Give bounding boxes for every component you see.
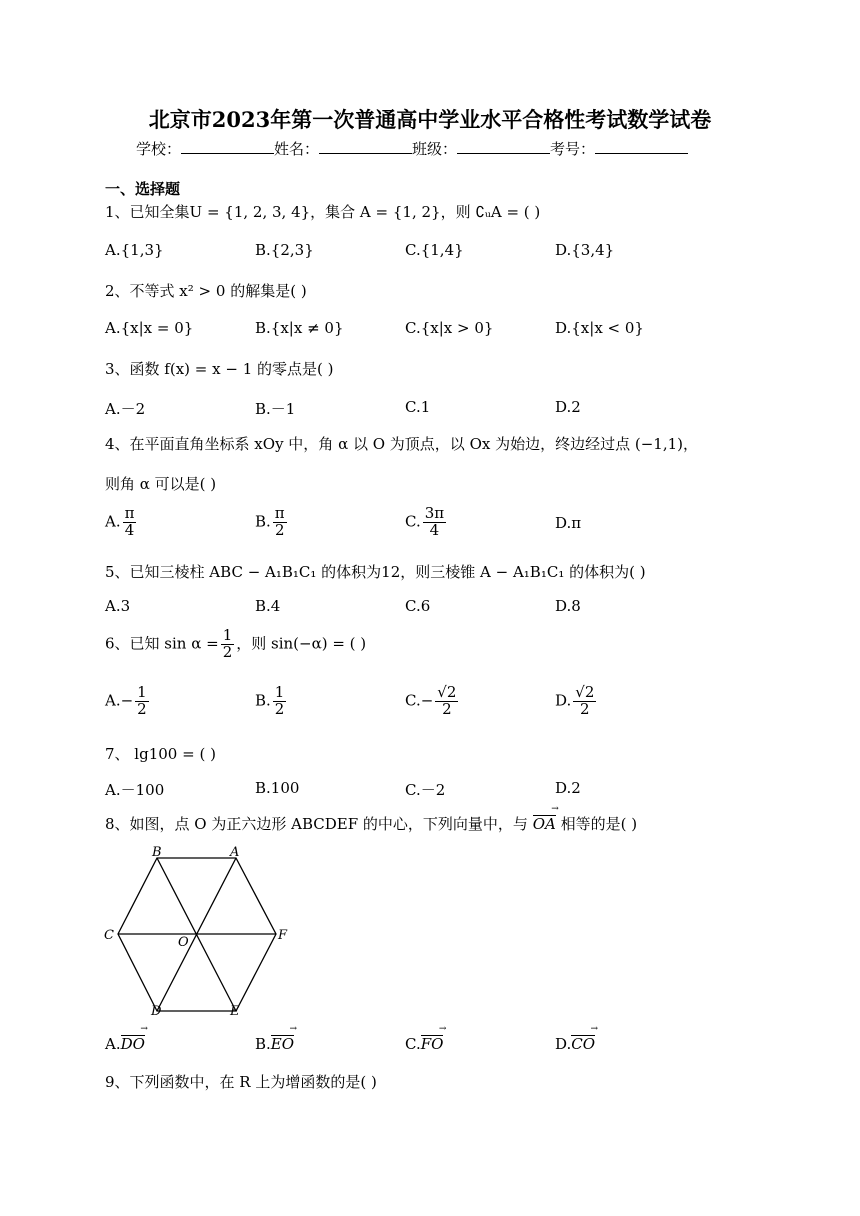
q8-option-c-vector: FO → xyxy=(421,1035,444,1053)
q8-option-b-vector: EO → xyxy=(271,1035,294,1053)
q5-option-d: D.8 xyxy=(555,597,581,615)
question-5-stem: 5、已知三棱柱 ABC − A₁B₁C₁ 的体积为12，则三棱锥 A − A₁B₁C₁ 的体积为( ) xyxy=(105,563,646,581)
vertex-label-d: D xyxy=(151,1004,162,1019)
class-blank xyxy=(457,139,550,154)
q4-option-c-fraction: $\frac{3\pi}{4}$ xyxy=(424,504,445,539)
q8-stem-vector: OA → xyxy=(533,815,556,833)
q7-option-a: A.－100 xyxy=(105,781,165,799)
q5-option-a: A.3 xyxy=(105,597,131,615)
q6-stem-fraction: $\frac{1}{2}$ xyxy=(222,626,233,661)
vertex-label-f: F xyxy=(278,928,288,943)
name-label: 姓名： xyxy=(274,140,320,158)
q8-option-b: B.EO → xyxy=(255,1035,294,1053)
q2-option-a: A.{x|x = 0} xyxy=(105,319,194,337)
q7-option-b: B.100 xyxy=(255,779,300,797)
q2-option-c: C.{x|x > 0} xyxy=(405,319,494,337)
q6-option-d-fraction: $\frac{√2}{2}$ xyxy=(575,683,595,718)
header-fields xyxy=(136,138,688,159)
q1-option-b: B.{2,3} xyxy=(255,241,314,259)
question-8-stem: 8、如图，点 O 为正六边形 ABCDEF 的中心，下列向量中，与 OA → 相等的是( ) xyxy=(105,813,637,834)
q4-option-a: A. $\frac{\pi}{4}$ xyxy=(105,504,135,539)
q3-option-a: A.－2 xyxy=(105,400,146,418)
exam-number-label: 考号： xyxy=(550,140,596,158)
vertex-label-b: B xyxy=(152,845,162,860)
q3-option-b: B.－1 xyxy=(255,400,296,418)
q5-option-c: C.6 xyxy=(405,597,431,615)
q6-option-b: B. $\frac{1}{2}$ xyxy=(255,683,285,718)
q2-option-d: D.{x|x < 0} xyxy=(555,319,644,337)
question-7-stem: 7、 lg100 = ( ) xyxy=(105,745,216,763)
question-4-stem: 4、在平面直角坐标系 xOy 中，角 α 以 O 为顶点，以 Ox 为始边，终边经过点 (−1,1)， xyxy=(105,435,699,453)
page-title: 北京市2023年第一次普通高中学业水平合格性考试数学试卷 xyxy=(148,107,712,132)
q8-option-d: D.CO → xyxy=(555,1035,595,1053)
q6-option-d: D. $\frac{√2}{2}$ xyxy=(555,683,595,718)
question-9-stem: 9、下列函数中，在 R 上为增函数的是( ) xyxy=(105,1073,377,1091)
hexagon-figure xyxy=(100,845,300,1020)
q6-option-b-fraction: $\frac{1}{2}$ xyxy=(274,683,285,718)
q6-option-a: A.− $\frac{1}{2}$ xyxy=(105,683,147,718)
vertex-label-e: E xyxy=(230,1004,240,1019)
center-label-o: O xyxy=(178,935,189,950)
q4-option-d: D.π xyxy=(555,514,582,532)
q4-option-a-fraction: $\frac{\pi}{4}$ xyxy=(124,504,135,539)
q3-option-d: D.2 xyxy=(555,398,581,416)
q1-option-a: A.{1,3} xyxy=(105,241,164,259)
section-heading: 一、选择题 xyxy=(105,180,181,198)
q7-option-c: C.－2 xyxy=(405,781,446,799)
q4-option-c: C. $\frac{3\pi}{4}$ xyxy=(405,504,445,539)
q1-option-d: D.{3,4} xyxy=(555,241,615,259)
q2-option-b: B.{x|x ≠ 0} xyxy=(255,319,344,337)
q8-option-d-vector: CO → xyxy=(571,1035,595,1053)
q1-option-c: C.{1,4} xyxy=(405,241,464,259)
question-2-stem: 2、不等式 x² > 0 的解集是( ) xyxy=(105,282,307,300)
question-3-stem: 3、函数 f(x) = x − 1 的零点是( ) xyxy=(105,360,334,378)
name-blank xyxy=(319,139,412,154)
school-label: 学校： xyxy=(136,140,182,158)
vertex-label-c: C xyxy=(104,928,114,943)
question-4-stem-continued: 则角 α 可以是( ) xyxy=(105,475,217,493)
exam-number-blank xyxy=(595,139,688,154)
q4-option-b: B. $\frac{\pi}{2}$ xyxy=(255,504,285,539)
vertex-label-a: A xyxy=(230,845,240,860)
q5-option-b: B.4 xyxy=(255,597,281,615)
q6-option-c-fraction: $\frac{√2}{2}$ xyxy=(437,683,457,718)
question-6-stem: 6、已知 sin α = $\frac{1}{2}$ ，则 sin(−α) = ( ) xyxy=(105,626,367,661)
class-label: 班级： xyxy=(412,140,458,158)
q4-option-b-fraction: $\frac{\pi}{2}$ xyxy=(274,504,285,539)
q8-option-c: C.FO → xyxy=(405,1035,443,1053)
q6-option-a-fraction: $\frac{1}{2}$ xyxy=(137,683,147,718)
q7-option-d: D.2 xyxy=(555,779,581,797)
q8-option-a-vector: DO → xyxy=(121,1035,145,1053)
school-blank xyxy=(181,139,274,154)
question-1-stem: 1、已知全集U = {1, 2, 3, 4}，集合 A = {1, 2}，则 ∁ᵤA = ( ) xyxy=(105,203,541,221)
q3-option-c: C.1 xyxy=(405,398,431,416)
q6-option-c: C.− $\frac{√2}{2}$ xyxy=(405,683,457,718)
q8-option-a: A.DO → xyxy=(105,1035,145,1053)
